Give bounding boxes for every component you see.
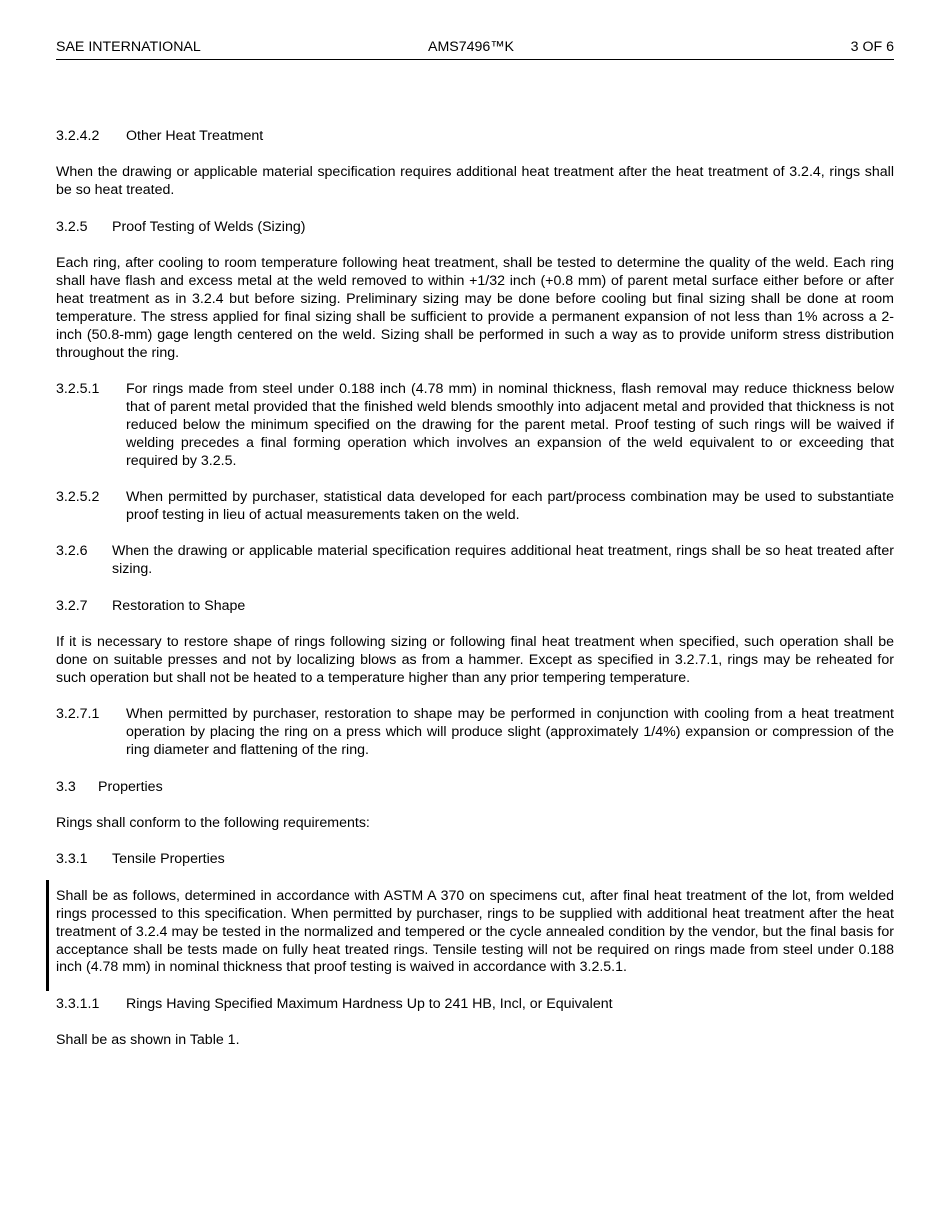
document-number: AMS7496™K xyxy=(428,39,514,55)
section-title: Tensile Properties xyxy=(112,851,225,868)
section-title: Properties xyxy=(98,778,163,795)
numbered-item-3-2-5-2 xyxy=(56,489,894,525)
section-number: 3.2.5 xyxy=(56,218,88,235)
item-number: 3.2.5.1 xyxy=(56,381,100,398)
document-body xyxy=(56,128,894,1069)
item-number: 3.2.5.2 xyxy=(56,489,100,506)
item-text: When permitted by purchaser, restoration to shape may be performed in conjunction with cooling from a heat treatment operation by placing the ring on a press which will produce slight (approximately 1/4%) expansion or compression of the ring diameter and flattening of the ring. xyxy=(126,706,894,759)
paragraph-3-2-4-2: When the drawing or applicable material specification requires additional heat treatment after the heat treatment of 3.2.4, rings shall be so heat treated. xyxy=(56,164,894,199)
numbered-item-3-2-6 xyxy=(56,543,894,579)
section-number: 3.3.1 xyxy=(56,851,88,868)
section-heading-3-3 xyxy=(56,779,894,797)
section-heading-3-2-5 xyxy=(56,219,894,237)
section-heading-3-3-1 xyxy=(56,851,894,869)
item-text: For rings made from steel under 0.188 inch (4.78 mm) in nominal thickness, flash removal may reduce thickness below that of parent metal provided that the finished weld blends smoothly into adjacent metal and provided that thickness is not reduced below the minimum specified on the drawing for the parent metal. Proof testing of such rings will be waived if welding precedes a final forming operation which involves an expansion of the weld equivalent to or exceeding that required by 3.2.5. xyxy=(126,381,894,469)
section-number: 3.3 xyxy=(56,778,76,795)
item-text: When permitted by purchaser, statistical data developed for each part/process combination may be used to substantiate proof testing in lieu of actual measurements taken on the weld. xyxy=(126,489,894,523)
page-header xyxy=(56,39,894,60)
section-number: 3.2.7 xyxy=(56,597,88,614)
paragraph-3-3-1-1: Shall be as shown in Table 1. xyxy=(56,1032,240,1049)
item-text: When the drawing or applicable material specification requires additional heat treatment, rings shall be so heat treated after sizing. xyxy=(112,543,894,578)
revision-change-bar xyxy=(46,880,49,991)
section-number: 3.3.1.1 xyxy=(56,995,100,1012)
section-title: Restoration to Shape xyxy=(112,597,246,614)
numbered-item-3-2-5-1 xyxy=(56,381,894,471)
paragraph-3-3: Rings shall conform to the following requirements: xyxy=(56,814,370,831)
paragraph-3-2-5: Each ring, after cooling to room temperature following heat treatment, shall be tested to determine the quality of the weld. Each ring shall have flash and excess metal at the weld removed to within +1/32 inch (+0.8 mm) of parent metal surface either before or after heat treatment as in 3.2.4 but before sizing. Preliminary sizing may be done before cooling but final sizing shall be done at room temperature. The stress applied for final sizing shall be sufficient to provide a permanent expansion of not less than 1% across a 2-inch (50.8-mm) gage length centered on the weld. Sizing shall be performed in such a way as to provide uniform stress distribution throughout the ring. xyxy=(56,255,894,361)
paragraph-3-2-7: If it is necessary to restore shape of rings following sizing or following final heat treatment when specified, such operation shall be done on suitable presses and not by localizing blows as from a hammer. Except as specified in 3.2.7.1, rings may be reheated for such operation but shall not be heated to a temperature higher than any prior tempering temperature. xyxy=(56,634,894,686)
numbered-item-3-2-7-1 xyxy=(56,706,894,760)
section-title: Proof Testing of Welds (Sizing) xyxy=(112,218,306,235)
item-number: 3.2.6 xyxy=(56,543,88,560)
section-heading-3-3-1-1 xyxy=(56,996,894,1014)
item-number: 3.2.7.1 xyxy=(56,706,100,723)
paragraph-3-3-1: Shall be as follows, determined in accordance with ASTM A 370 on specimens cut, after final heat treatment of the lot, from welded rings processed to this specification. When permitted by purchaser, rings to be supplied with additional heat treatment after the heat treatment of 3.2.4 may be tested in the normalized and tempered or the cycle annealed condition by the vendor, but the final basis for acceptance shall be tests made on fully heat treated rings. Tensile testing will not be required on rings made from steel under 0.188 inch (4.78 mm) in nominal thickness that proof testing is waived in accordance with 3.2.5.1. xyxy=(56,887,894,976)
section-title: Rings Having Specified Maximum Hardness Up to 241 HB, Incl, or Equivalent xyxy=(126,995,613,1012)
section-heading-3-2-4-2 xyxy=(56,128,894,146)
publisher-name: SAE INTERNATIONAL xyxy=(56,39,201,55)
section-title: Other Heat Treatment xyxy=(126,128,264,144)
page-number: 3 OF 6 xyxy=(850,39,894,55)
section-heading-3-2-7 xyxy=(56,598,894,616)
section-number: 3.2.4.2 xyxy=(56,128,100,144)
